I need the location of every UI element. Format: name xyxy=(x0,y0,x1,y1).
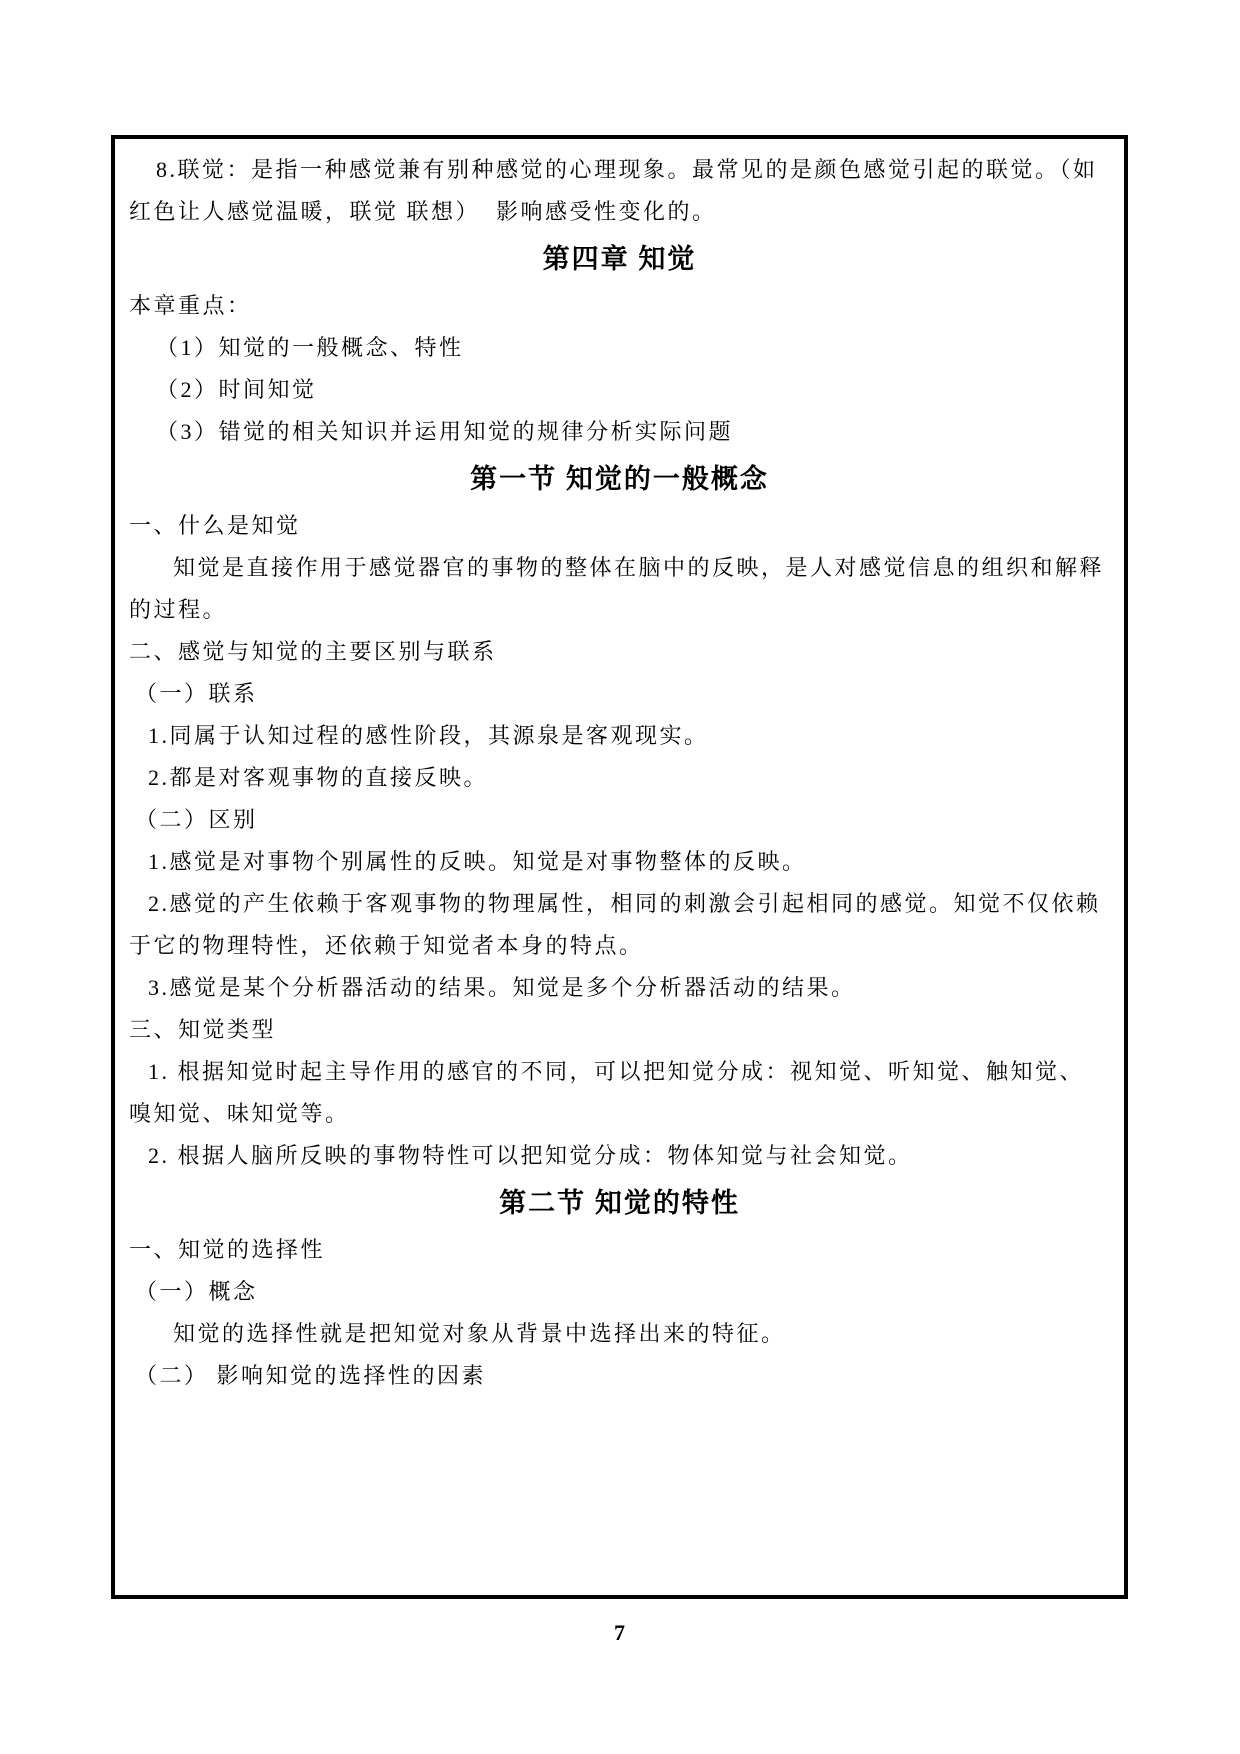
list-item: 2.都是对客观事物的直接反映。 xyxy=(148,765,489,790)
page-number: 7 xyxy=(614,1620,626,1645)
page-border-frame xyxy=(111,135,1128,1599)
section-heading: 第二节 知觉的特性 xyxy=(499,1188,740,1218)
text-line: （二）区别 xyxy=(135,807,258,832)
text-line: 一、什么是知觉 xyxy=(129,513,301,538)
chapter-heading: 第四章 知觉 xyxy=(542,244,697,274)
list-item: 3.感觉是某个分析器活动的结果。知觉是多个分析器活动的结果。 xyxy=(148,975,856,1000)
list-item: 1. 根据知觉时起主导作用的感官的不同，可以把知觉分成：视知觉、听知觉、触知觉、 xyxy=(148,1059,1085,1084)
list-item: 2. 根据人脑所反映的事物特性可以把知觉分成：物体知觉与社会知觉。 xyxy=(148,1143,913,1168)
list-item: 2.感觉的产生依赖于客观事物的物理属性，相同的刺激会引起相同的感觉。知觉不仅依赖 xyxy=(148,891,1101,916)
text-line: 于它的物理特性，还依赖于知觉者本身的特点。 xyxy=(129,933,644,958)
list-item: 1.感觉是对事物个别属性的反映。知觉是对事物整体的反映。 xyxy=(148,849,807,874)
text-line: （二） 影响知觉的选择性的因素 xyxy=(135,1363,487,1388)
text-line: 红色让人感觉温暖，联觉 联想） 影响感受性变化的。 xyxy=(129,199,717,224)
text-line: （一）联系 xyxy=(135,681,258,706)
text-line: 二、感觉与知觉的主要区别与联系 xyxy=(129,639,497,664)
text-line: 知觉是直接作用于感觉器官的事物的整体在脑中的反映，是人对感觉信息的组织和解释 xyxy=(173,555,1105,580)
list-item: （1）知觉的一般概念、特性 xyxy=(156,335,464,360)
list-item: 1.同属于认知过程的感性阶段，其源泉是客观现实。 xyxy=(148,723,709,748)
text-line: 8.联觉：是指一种感觉兼有别种感觉的心理现象。最常见的是颜色感觉引起的联觉。（如 xyxy=(156,157,1098,182)
text-line: 本章重点： xyxy=(129,293,252,318)
text-line: 一、知觉的选择性 xyxy=(129,1237,326,1262)
list-item: （2）时间知觉 xyxy=(156,377,317,402)
text-line: 知觉的选择性就是把知觉对象从背景中选择出来的特征。 xyxy=(173,1321,786,1346)
text-line: 嗅知觉、味知觉等。 xyxy=(129,1101,350,1126)
section-heading: 第一节 知觉的一般概念 xyxy=(470,464,769,494)
list-item: （3）错觉的相关知识并运用知觉的规律分析实际问题 xyxy=(156,419,734,444)
text-line: （一）概念 xyxy=(135,1279,258,1304)
text-line: 三、知觉类型 xyxy=(129,1017,277,1042)
text-line: 的过程。 xyxy=(129,597,228,622)
